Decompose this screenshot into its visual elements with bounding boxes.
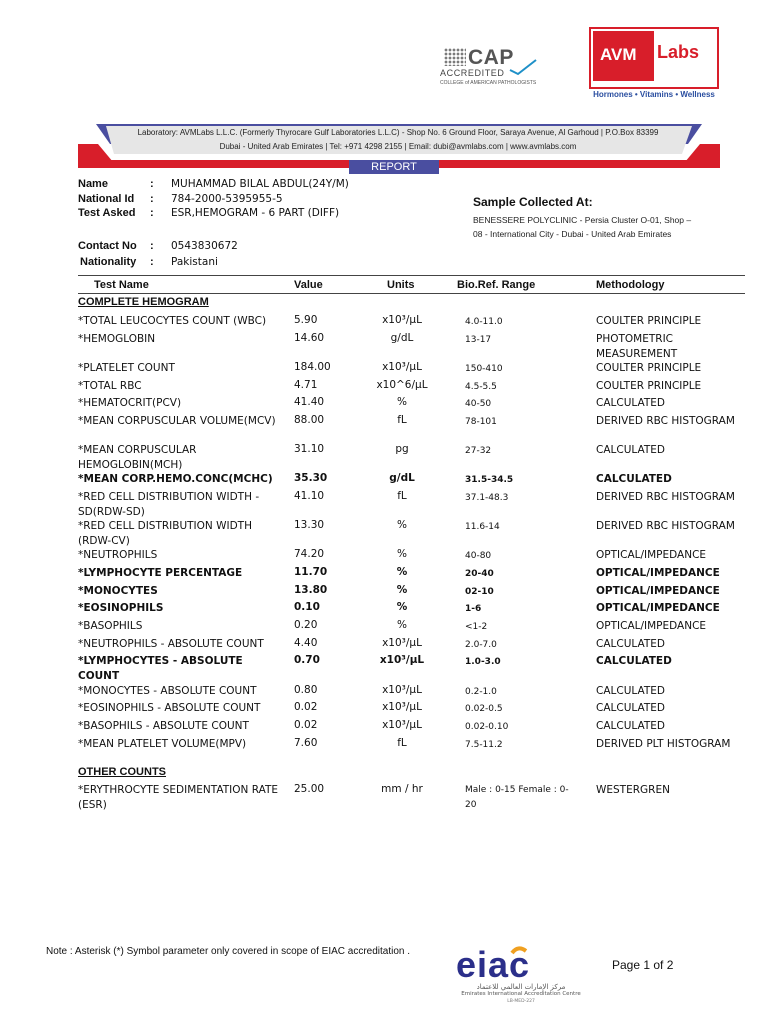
result-units: x10³/µL bbox=[382, 314, 422, 326]
result-ref-range: 40-50 bbox=[465, 399, 492, 409]
esr-units: mm / hr bbox=[381, 783, 423, 795]
result-methodology: CALCULATED bbox=[596, 720, 665, 732]
result-ref-range: 1-6 bbox=[465, 604, 482, 614]
result-value: 74.20 bbox=[294, 548, 325, 560]
result-ref-range: <1-2 bbox=[465, 622, 488, 632]
result-test-name: *MEAN PLATELET VOLUME(MPV) bbox=[78, 738, 247, 750]
contact-number: 0543830672 bbox=[171, 240, 238, 252]
result-value: 0.02 bbox=[294, 701, 318, 713]
result-ref-range: 4.0-11.0 bbox=[465, 317, 503, 327]
header-test-name: Test Name bbox=[94, 279, 149, 291]
result-value: 0.20 bbox=[294, 619, 318, 631]
result-methodology: COULTER PRINCIPLE bbox=[596, 380, 702, 392]
result-ref-range: 2.0-7.0 bbox=[465, 640, 497, 650]
result-ref-range: 40-80 bbox=[465, 551, 492, 561]
report-label: REPORT bbox=[349, 160, 439, 174]
eiac-wordmark-text: eiac bbox=[456, 945, 531, 985]
result-units: g/dL bbox=[390, 332, 414, 344]
result-ref-range: 0.02-0.5 bbox=[465, 704, 503, 714]
result-value: 41.10 bbox=[294, 490, 325, 502]
result-ref-range: 20-40 bbox=[465, 569, 494, 579]
result-ref-range: 0.02-0.10 bbox=[465, 722, 509, 732]
avm-brand: AVM bbox=[600, 45, 637, 64]
result-test-name: *TOTAL LEUCOCYTES COUNT (WBC) bbox=[78, 315, 267, 327]
eiac-english-name: Emirates International Accreditation Centre bbox=[461, 991, 581, 997]
result-value: 35.30 bbox=[294, 472, 328, 484]
result-methodology: CALCULATED bbox=[596, 655, 672, 667]
lab-address-line2: Dubai - United Arab Emirates | Tel: +971 4298 2155 | Email: dubi@avmlabs.com | www.avmlabs.com bbox=[219, 142, 577, 151]
colon: : bbox=[150, 178, 154, 190]
result-test-name: *TOTAL RBC bbox=[78, 380, 142, 392]
result-test-name: *EOSINOPHILS - ABSOLUTE COUNT bbox=[78, 702, 261, 714]
accreditation-note: Note : Asterisk (*) Symbol parameter only covered in scope of EIAC accreditation . bbox=[46, 946, 411, 957]
colon: : bbox=[150, 240, 154, 252]
result-test-name: *MEAN CORPUSCULAR HEMOGLOBIN(MCH) bbox=[78, 444, 197, 471]
header-ref-range: Bio.Ref. Range bbox=[457, 279, 536, 291]
result-units: x10³/µL bbox=[382, 719, 422, 731]
result-methodology: DERIVED RBC HISTOGRAM bbox=[596, 491, 735, 503]
result-test-name: *NEUTROPHILS bbox=[78, 549, 158, 561]
result-value: 31.10 bbox=[294, 443, 325, 455]
esr-test-name: *ERYTHROCYTE SEDIMENTATION RATE (ESR) bbox=[78, 784, 278, 811]
result-test-name: *MEAN CORPUSCULAR VOLUME(MCV) bbox=[78, 415, 276, 427]
result-units: fL bbox=[397, 490, 407, 502]
result-methodology: COULTER PRINCIPLE bbox=[596, 362, 702, 374]
esr-value: 25.00 bbox=[294, 783, 325, 795]
result-methodology: DERIVED RBC HISTOGRAM bbox=[596, 520, 735, 532]
cap-title: CAP bbox=[468, 46, 514, 69]
result-methodology: OPTICAL/IMPEDANCE bbox=[596, 549, 707, 561]
result-methodology: OPTICAL/IMPEDANCE bbox=[596, 585, 720, 597]
avm-labs-logo bbox=[589, 27, 719, 99]
result-value: 11.70 bbox=[294, 566, 328, 578]
result-test-name: *BASOPHILS bbox=[78, 620, 143, 632]
result-units: x10³/µL bbox=[382, 637, 422, 649]
patient-name: MUHAMMAD BILAL ABDUL(24Y/M) bbox=[171, 178, 349, 190]
test-asked-label: Test Asked bbox=[78, 207, 136, 219]
header-methodology: Methodology bbox=[596, 279, 665, 291]
avm-labs-text: Labs bbox=[657, 42, 700, 62]
result-test-name: *EOSINOPHILS bbox=[78, 602, 164, 614]
section-other-counts: OTHER COUNTS bbox=[78, 766, 166, 778]
result-units: g/dL bbox=[389, 472, 415, 484]
result-value: 0.02 bbox=[294, 719, 318, 731]
result-units: % bbox=[397, 548, 407, 560]
result-value: 5.90 bbox=[294, 314, 318, 326]
cap-dots-icon bbox=[444, 48, 466, 66]
colon: : bbox=[150, 256, 154, 268]
result-ref-range: 11.6-14 bbox=[465, 522, 500, 532]
esr-methodology: WESTERGREN bbox=[596, 784, 670, 796]
header-units: Units bbox=[387, 279, 415, 291]
result-ref-range: 78-101 bbox=[465, 417, 497, 427]
result-units: pg bbox=[395, 443, 409, 455]
result-units: x10³/µL bbox=[382, 684, 422, 696]
result-test-name: *LYMPHOCYTES - ABSOLUTE COUNT bbox=[78, 655, 243, 682]
result-value: 13.80 bbox=[294, 584, 328, 596]
result-value: 14.60 bbox=[294, 332, 325, 344]
result-ref-range: 7.5-11.2 bbox=[465, 740, 503, 750]
nationality: Pakistani bbox=[171, 256, 218, 268]
result-methodology: PHOTOMETRIC MEASUREMENT bbox=[596, 333, 678, 360]
result-methodology: CALCULATED bbox=[596, 397, 665, 409]
result-test-name: *PLATELET COUNT bbox=[78, 362, 175, 374]
sample-location-line2: 08 - International City - Dubai - United Arab Emirates bbox=[473, 229, 672, 239]
result-ref-range: 37.1-48.3 bbox=[465, 493, 509, 503]
result-units: x10³/µL bbox=[379, 654, 425, 666]
eiac-code: LB-MED-227 bbox=[507, 999, 535, 1004]
result-value: 0.80 bbox=[294, 684, 318, 696]
cap-college: COLLEGE of AMERICAN PATHOLOGISTS bbox=[440, 80, 537, 86]
result-units: % bbox=[397, 619, 407, 631]
result-value: 184.00 bbox=[294, 361, 331, 373]
result-ref-range: 27-32 bbox=[465, 446, 492, 456]
result-ref-range: 0.2-1.0 bbox=[465, 687, 497, 697]
result-ref-range: 02-10 bbox=[465, 587, 494, 597]
test-asked: ESR,HEMOGRAM - 6 PART (DIFF) bbox=[171, 207, 340, 219]
result-test-name: *MONOCYTES bbox=[78, 585, 158, 597]
nationality-label: Nationality bbox=[80, 256, 137, 268]
name-label: Name bbox=[78, 178, 108, 190]
result-value: 88.00 bbox=[294, 414, 325, 426]
result-methodology: COULTER PRINCIPLE bbox=[596, 315, 702, 327]
result-test-name: *LYMPHOCYTE PERCENTAGE bbox=[78, 567, 243, 579]
result-ref-range: 1.0-3.0 bbox=[465, 657, 501, 667]
table-header-rule bbox=[78, 293, 745, 294]
result-test-name: *NEUTROPHILS - ABSOLUTE COUNT bbox=[78, 638, 264, 650]
avm-tagline: Hormones • Vitamins • Wellness bbox=[593, 90, 715, 99]
header-value: Value bbox=[294, 279, 323, 291]
result-value: 41.40 bbox=[294, 396, 325, 408]
result-units: x10³/µL bbox=[382, 701, 422, 713]
result-units: % bbox=[397, 396, 407, 408]
result-test-name: *RED CELL DISTRIBUTION WIDTH - SD(RDW-SD) bbox=[78, 491, 260, 518]
result-units: fL bbox=[397, 737, 407, 749]
result-units: % bbox=[397, 519, 407, 531]
result-methodology: OPTICAL/IMPEDANCE bbox=[596, 567, 720, 579]
checkmark-icon bbox=[508, 58, 538, 76]
result-value: 7.60 bbox=[294, 737, 318, 749]
result-units: fL bbox=[397, 414, 407, 426]
result-ref-range: 31.5-34.5 bbox=[465, 475, 514, 485]
lab-address-line1: Laboratory: AVMLabs L.L.C. (Formerly Thyrocare Gulf Laboratories L.L.C) - Shop No. 6 Ground Floor, Saraya Avenue, Al Garhoud | P.O.Box 83399 bbox=[137, 128, 659, 137]
result-methodology: OPTICAL/IMPEDANCE bbox=[596, 602, 720, 614]
contact-label: Contact No bbox=[78, 240, 137, 252]
cap-subtitle: ACCREDITED bbox=[440, 68, 505, 78]
result-value: 4.40 bbox=[294, 637, 318, 649]
cap-accredited-logo bbox=[438, 44, 543, 92]
result-test-name: *MONOCYTES - ABSOLUTE COUNT bbox=[78, 685, 257, 697]
result-test-name: *HEMOGLOBIN bbox=[78, 333, 156, 345]
result-methodology: DERIVED RBC HISTOGRAM bbox=[596, 415, 735, 427]
result-test-name: *RED CELL DISTRIBUTION WIDTH (RDW-CV) bbox=[78, 520, 252, 547]
result-units: x10^6/µL bbox=[376, 379, 428, 391]
result-test-name: *MEAN CORP.HEMO.CONC(MCHC) bbox=[78, 473, 273, 485]
esr-ref-range: Male : 0-15 Female : 0-20 bbox=[465, 785, 569, 810]
result-ref-range: 13-17 bbox=[465, 335, 492, 345]
result-units: % bbox=[396, 584, 408, 596]
result-methodology: CALCULATED bbox=[596, 638, 665, 650]
result-units: % bbox=[396, 566, 408, 578]
result-methodology: DERIVED PLT HISTOGRAM bbox=[596, 738, 731, 750]
result-test-name: *HEMATOCRIT(PCV) bbox=[78, 397, 182, 409]
result-ref-range: 150-410 bbox=[465, 364, 503, 374]
table-top-rule bbox=[78, 275, 745, 276]
result-ref-range: 4.5-5.5 bbox=[465, 382, 497, 392]
result-methodology: CALCULATED bbox=[596, 685, 665, 697]
eiac-logo bbox=[456, 943, 586, 1003]
section-complete-hemogram: COMPLETE HEMOGRAM bbox=[78, 296, 209, 308]
page-number: Page 1 of 2 bbox=[612, 958, 674, 972]
sample-location-line1: BENESSERE POLYCLINIC - Persia Cluster O-01, Shop – bbox=[473, 215, 692, 225]
result-units: % bbox=[396, 601, 408, 613]
colon: : bbox=[150, 207, 154, 219]
result-methodology: CALCULATED bbox=[596, 473, 672, 485]
eiac-wordmark bbox=[456, 945, 586, 985]
result-value: 0.70 bbox=[294, 654, 320, 666]
result-value: 13.30 bbox=[294, 519, 325, 531]
eiac-arabic-name: مركز الإمارات العالمي للاعتماد bbox=[476, 983, 566, 991]
colon: : bbox=[150, 193, 154, 205]
sample-collected-title: Sample Collected At: bbox=[473, 195, 593, 209]
result-methodology: OPTICAL/IMPEDANCE bbox=[596, 620, 707, 632]
result-units: x10³/µL bbox=[382, 361, 422, 373]
result-value: 4.71 bbox=[294, 379, 318, 391]
national-id: 784-2000-5395955-5 bbox=[171, 193, 283, 205]
result-methodology: CALCULATED bbox=[596, 702, 665, 714]
national-id-label: National Id bbox=[78, 193, 135, 205]
result-methodology: CALCULATED bbox=[596, 444, 665, 456]
result-test-name: *BASOPHILS - ABSOLUTE COUNT bbox=[78, 720, 249, 732]
result-value: 0.10 bbox=[294, 601, 320, 613]
